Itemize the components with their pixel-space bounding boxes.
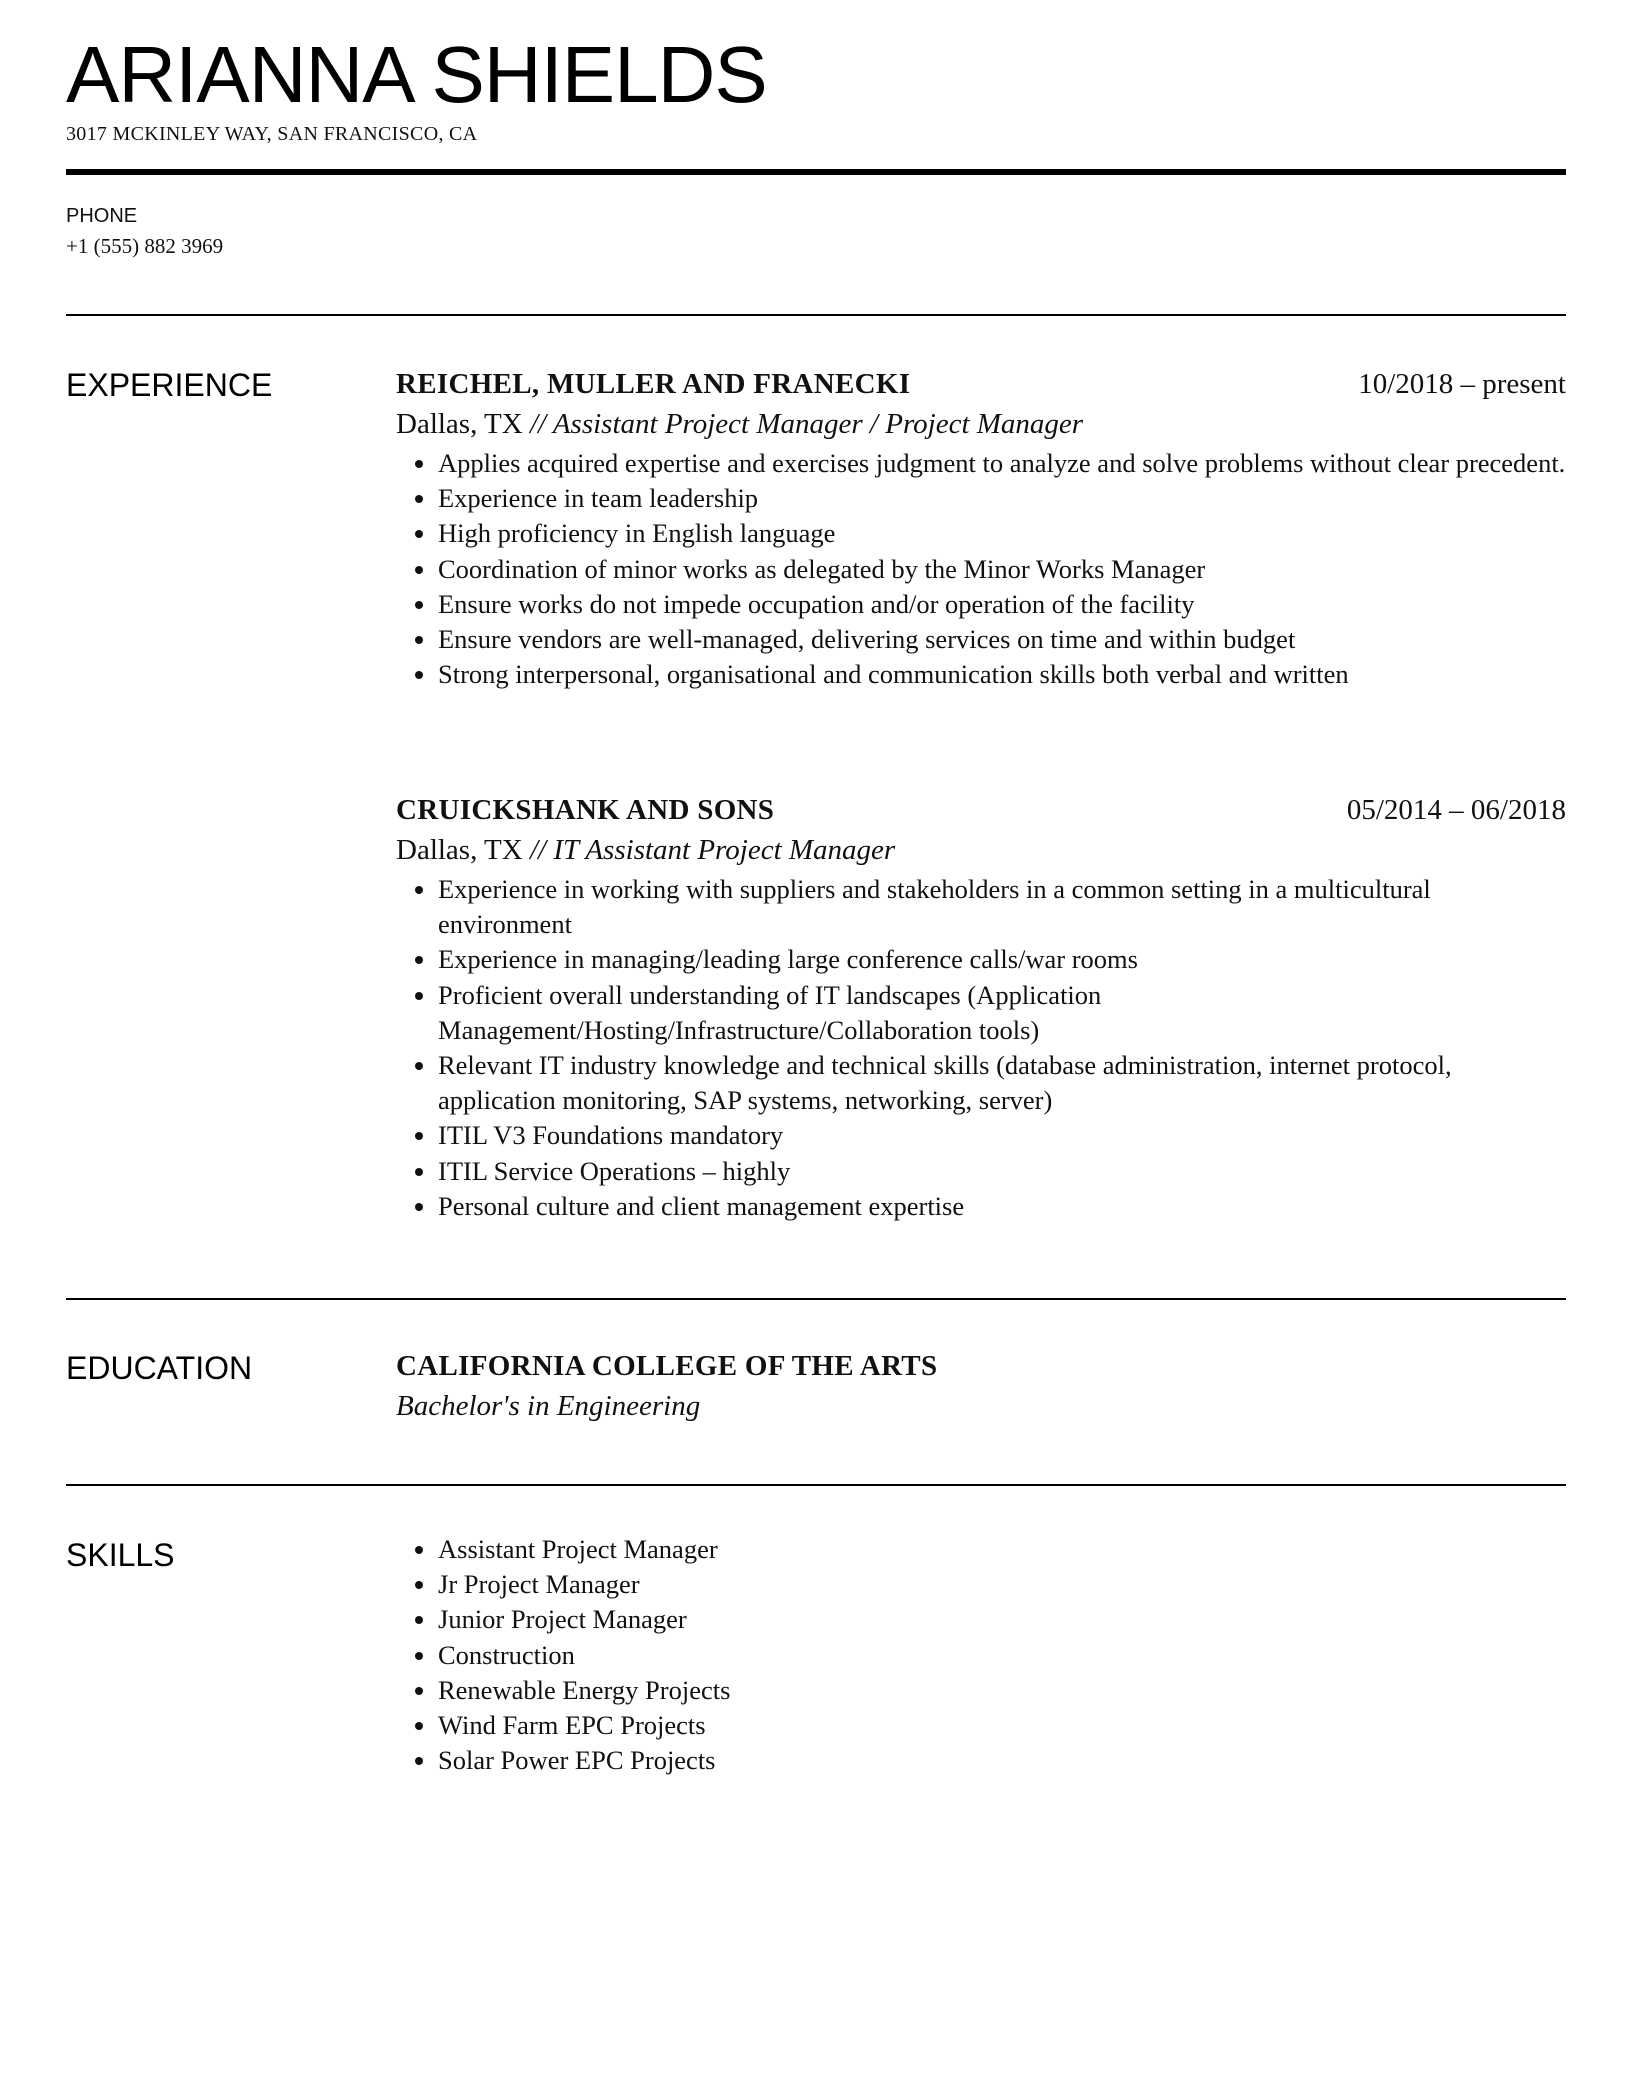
contact-divider xyxy=(66,314,1566,316)
phone-value: +1 (555) 882 3969 xyxy=(66,234,224,258)
job-role: IT Assistant Project Manager xyxy=(553,834,896,866)
education-divider xyxy=(66,1484,1566,1486)
list-item: • Experience in managing/leading large conference calls/war rooms xyxy=(438,942,1566,977)
list-item: • Proficient overall understanding of IT landscapes (Application Management/Hosting/Infrastructure/Collaboration tools) xyxy=(438,978,1566,1048)
list-item: • High proficiency in English language xyxy=(438,516,1566,551)
list-item: • Experience in team leadership xyxy=(438,481,1566,516)
job-location: Dallas, TX xyxy=(396,834,523,866)
job-subline xyxy=(396,404,1566,444)
candidate-address: 3017 MCKINLEY WAY, SAN FRANCISCO, CA xyxy=(66,123,478,145)
job-bullets xyxy=(396,872,1566,1224)
list-item: • Strong interpersonal, organisational and communication skills both verbal and written xyxy=(438,657,1566,692)
skills-section-title: SKILLS xyxy=(66,1537,175,1573)
list-item: • Junior Project Manager xyxy=(438,1602,1566,1637)
school-name: CALIFORNIA COLLEGE OF THE ARTS xyxy=(396,1350,938,1382)
phone-label: PHONE xyxy=(66,205,138,227)
list-item: • Jr Project Manager xyxy=(438,1567,1566,1602)
education-section xyxy=(396,1346,1566,1426)
job-company: REICHEL, MULLER AND FRANECKI xyxy=(396,368,911,400)
job-separator: // xyxy=(522,408,553,440)
job-role: Assistant Project Manager / Project Manager xyxy=(552,408,1084,440)
list-item: • Construction xyxy=(438,1638,1566,1673)
experience-section-2 xyxy=(396,790,1566,1224)
list-item: • Ensure works do not impede occupation and/or operation of the facility xyxy=(438,587,1566,622)
experience-section xyxy=(396,364,1566,692)
list-item: • ITIL V3 Foundations mandatory xyxy=(438,1118,1566,1153)
job-company: CRUICKSHANK AND SONS xyxy=(396,794,775,826)
experience-section-title: EXPERIENCE xyxy=(66,367,273,403)
list-item: • Assistant Project Manager xyxy=(438,1532,1566,1567)
list-item: • Solar Power EPC Projects xyxy=(438,1743,1566,1778)
job-bullets xyxy=(396,446,1566,692)
job-subline xyxy=(396,830,1566,870)
list-item: • Coordination of minor works as delegated by the Minor Works Manager xyxy=(438,552,1566,587)
list-item: • Experience in working with suppliers and stakeholders in a common setting in a multicultural environment xyxy=(438,872,1566,942)
list-item: • Relevant IT industry knowledge and technical skills (database administration, internet protocol, application monitoring, SAP systems, networking, server) xyxy=(438,1048,1566,1118)
list-item: • ITIL Service Operations – highly xyxy=(438,1154,1566,1189)
job-entry xyxy=(396,364,1566,692)
job-dates: 10/2018 – present xyxy=(1358,368,1566,400)
job-entry xyxy=(396,790,1566,1224)
degree-name: Bachelor's in Engineering xyxy=(396,1390,701,1422)
job-header xyxy=(396,790,1566,830)
list-item: • Applies acquired expertise and exercises judgment to analyze and solve problems without clear precedent. xyxy=(438,446,1566,481)
job-dates: 05/2014 – 06/2018 xyxy=(1346,794,1566,826)
education-section-title: EDUCATION xyxy=(66,1350,253,1386)
list-item: • Personal culture and client management expertise xyxy=(438,1189,1566,1224)
job-separator: // xyxy=(522,834,554,866)
header-divider xyxy=(66,169,1566,175)
skills-list xyxy=(396,1532,1566,1778)
list-item: • Renewable Energy Projects xyxy=(438,1673,1566,1708)
candidate-name: ARIANNA SHIELDS xyxy=(66,30,767,119)
list-item: • Wind Farm EPC Projects xyxy=(438,1708,1566,1743)
job-header xyxy=(396,364,1566,404)
skills-section xyxy=(396,1532,1566,1778)
experience-divider xyxy=(66,1298,1566,1300)
job-location: Dallas, TX xyxy=(396,408,523,440)
list-item: • Ensure vendors are well-managed, delivering services on time and within budget xyxy=(438,622,1566,657)
